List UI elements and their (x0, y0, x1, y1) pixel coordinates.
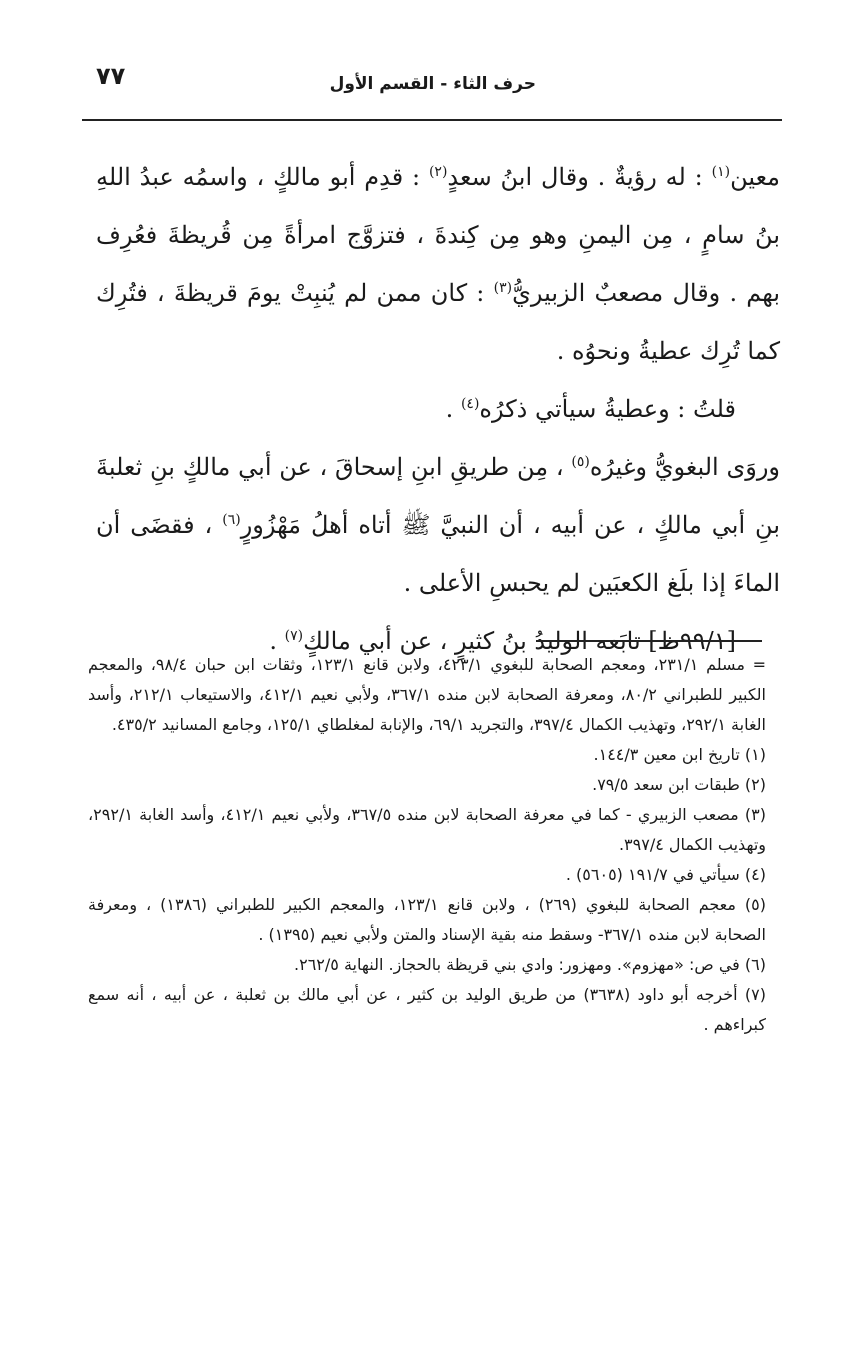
footnote-2: (٢) طبقات ابن سعد ٧٩/٥. (592, 775, 766, 794)
text-run: وروَى البغويُّ وغيرُه (589, 453, 780, 481)
paragraph-3 (96, 438, 780, 612)
footnote-6: (٦) في ص: «مهزوم». ومهزور: وادي بني قريظة بالحجاز. النهاية ٢٦٢/٥. (294, 955, 766, 974)
footnote-3: (٣) مصعب الزبيري - كما في معرفة الصحابة لابن منده ٣٦٧/٥، ولأبي نعيم ٤١٢/١، وأسد الغابة ٢٩٢/١، وتهذيب الكمال ٣٩٧/٤. (88, 805, 767, 854)
footnote-5: (٥) معجم الصحابة للبغوي (٢٦٩) ، ولابن قانع ١٢٣/١، والمعجم الكبير للطبراني (١٣٨٦) ، ومعرفة الصحابة لابن منده ٣٦٧/١- وسقط منه بقية الإسناد والمتن ولأبي نعيم (١٣٩٥) . (88, 895, 767, 944)
main-text (96, 148, 780, 670)
text-run: [٩٩/١ظ] تابَعه الوليدُ بنُ كثيرٍ ، عن أبي مالكٍ (303, 627, 736, 655)
text-run: قلتُ : وعطيةُ سيأتي ذكرُه (479, 395, 736, 423)
footnote-continuation: = مسلم ٢٣١/١، ومعجم الصحابة للبغوي ٤٢٣/١، ولابن قانع ١٢٣/١، وثقات ابن حبان ٩٨/٤، والمعجم الكبير للطبراني ٨٠/٢، ومعرفة الصحابة لابن منده ٣٦٧/١، ولأبي نعيم ٤١٢/١، والاستيعاب ٢١٢/١، وأسد الغابة ٢٩٢/١، وتهذيب الكمال ٣٩٧/٤، والتجريد ٦٩/١، والإنابة لمغلطاي ١٢٥/١، وجامع المسانيد ٤٣٥/٢. (88, 655, 767, 734)
footnote-ref: (١) (711, 164, 731, 180)
text-run: معين (730, 163, 781, 191)
footnote-ref: (٧) (284, 628, 304, 644)
text-run: : كان ممن لم يُنبِتْ يومَ قريظةَ ، فتُرِك كما تُرِك عطيةُ ونحوُه . (96, 279, 780, 365)
footnote-rule (536, 640, 762, 642)
footnote-ref: (٢) (428, 164, 448, 180)
text-run: : قدِم أبو مالكٍ ، واسمُه عبدُ اللهِ بنُ سامٍ ، مِن اليمنِ وهو مِن كِندةَ ، فتزوَّج امرأةً مِن قُريظةَ فعُرِف بهم . وقال مصعبٌ الزبيريُّ (96, 163, 780, 307)
footnote-ref: (٥) (571, 454, 590, 470)
footnote-4: (٤) سيأتي في ١٩١/٧ (٥٦٠٥) . (565, 865, 766, 884)
footnote-ref: (٦) (222, 512, 241, 528)
text-run: : له رؤيةٌ . وقال ابنُ سعدٍ (447, 163, 703, 191)
text-run: ، مِن طريقِ ابنِ إسحاقَ ، عن أبي مالكٍ بنِ ثعلبةَ بنِ أبي مالكٍ ، عن أبيه ، أن النبيَّ ﷺ أتاه أهلُ مَهْزُورٍ (96, 453, 780, 539)
paragraph-2 (96, 380, 780, 438)
footnotes (88, 650, 780, 1040)
header-rule (82, 119, 782, 121)
text-run: . (445, 395, 454, 423)
text-run: ، فقضَى أن الماءَ إذا بلَغ الكعبَين لم يحبسِ الأعلى . (96, 511, 780, 597)
running-head: حرف الثاء - القسم الأول (329, 74, 536, 94)
footnote-ref: (٤) (460, 396, 480, 412)
text-run: . (269, 627, 278, 655)
page-header (88, 62, 778, 106)
paragraph-1 (96, 148, 780, 380)
footnote-ref: (٣) (493, 280, 513, 296)
footnote-1: (١) تاريخ ابن معين ١٤٤/٣. (593, 745, 766, 764)
footnote-7: (٧) أخرجه أبو داود (٣٦٣٨) من طريق الوليد بن كثير ، عن أبي مالك بن ثعلبة ، عن أبيه ، أنه سمع كبراءهم . (88, 985, 766, 1034)
page-number: ٧٧ (96, 62, 126, 90)
